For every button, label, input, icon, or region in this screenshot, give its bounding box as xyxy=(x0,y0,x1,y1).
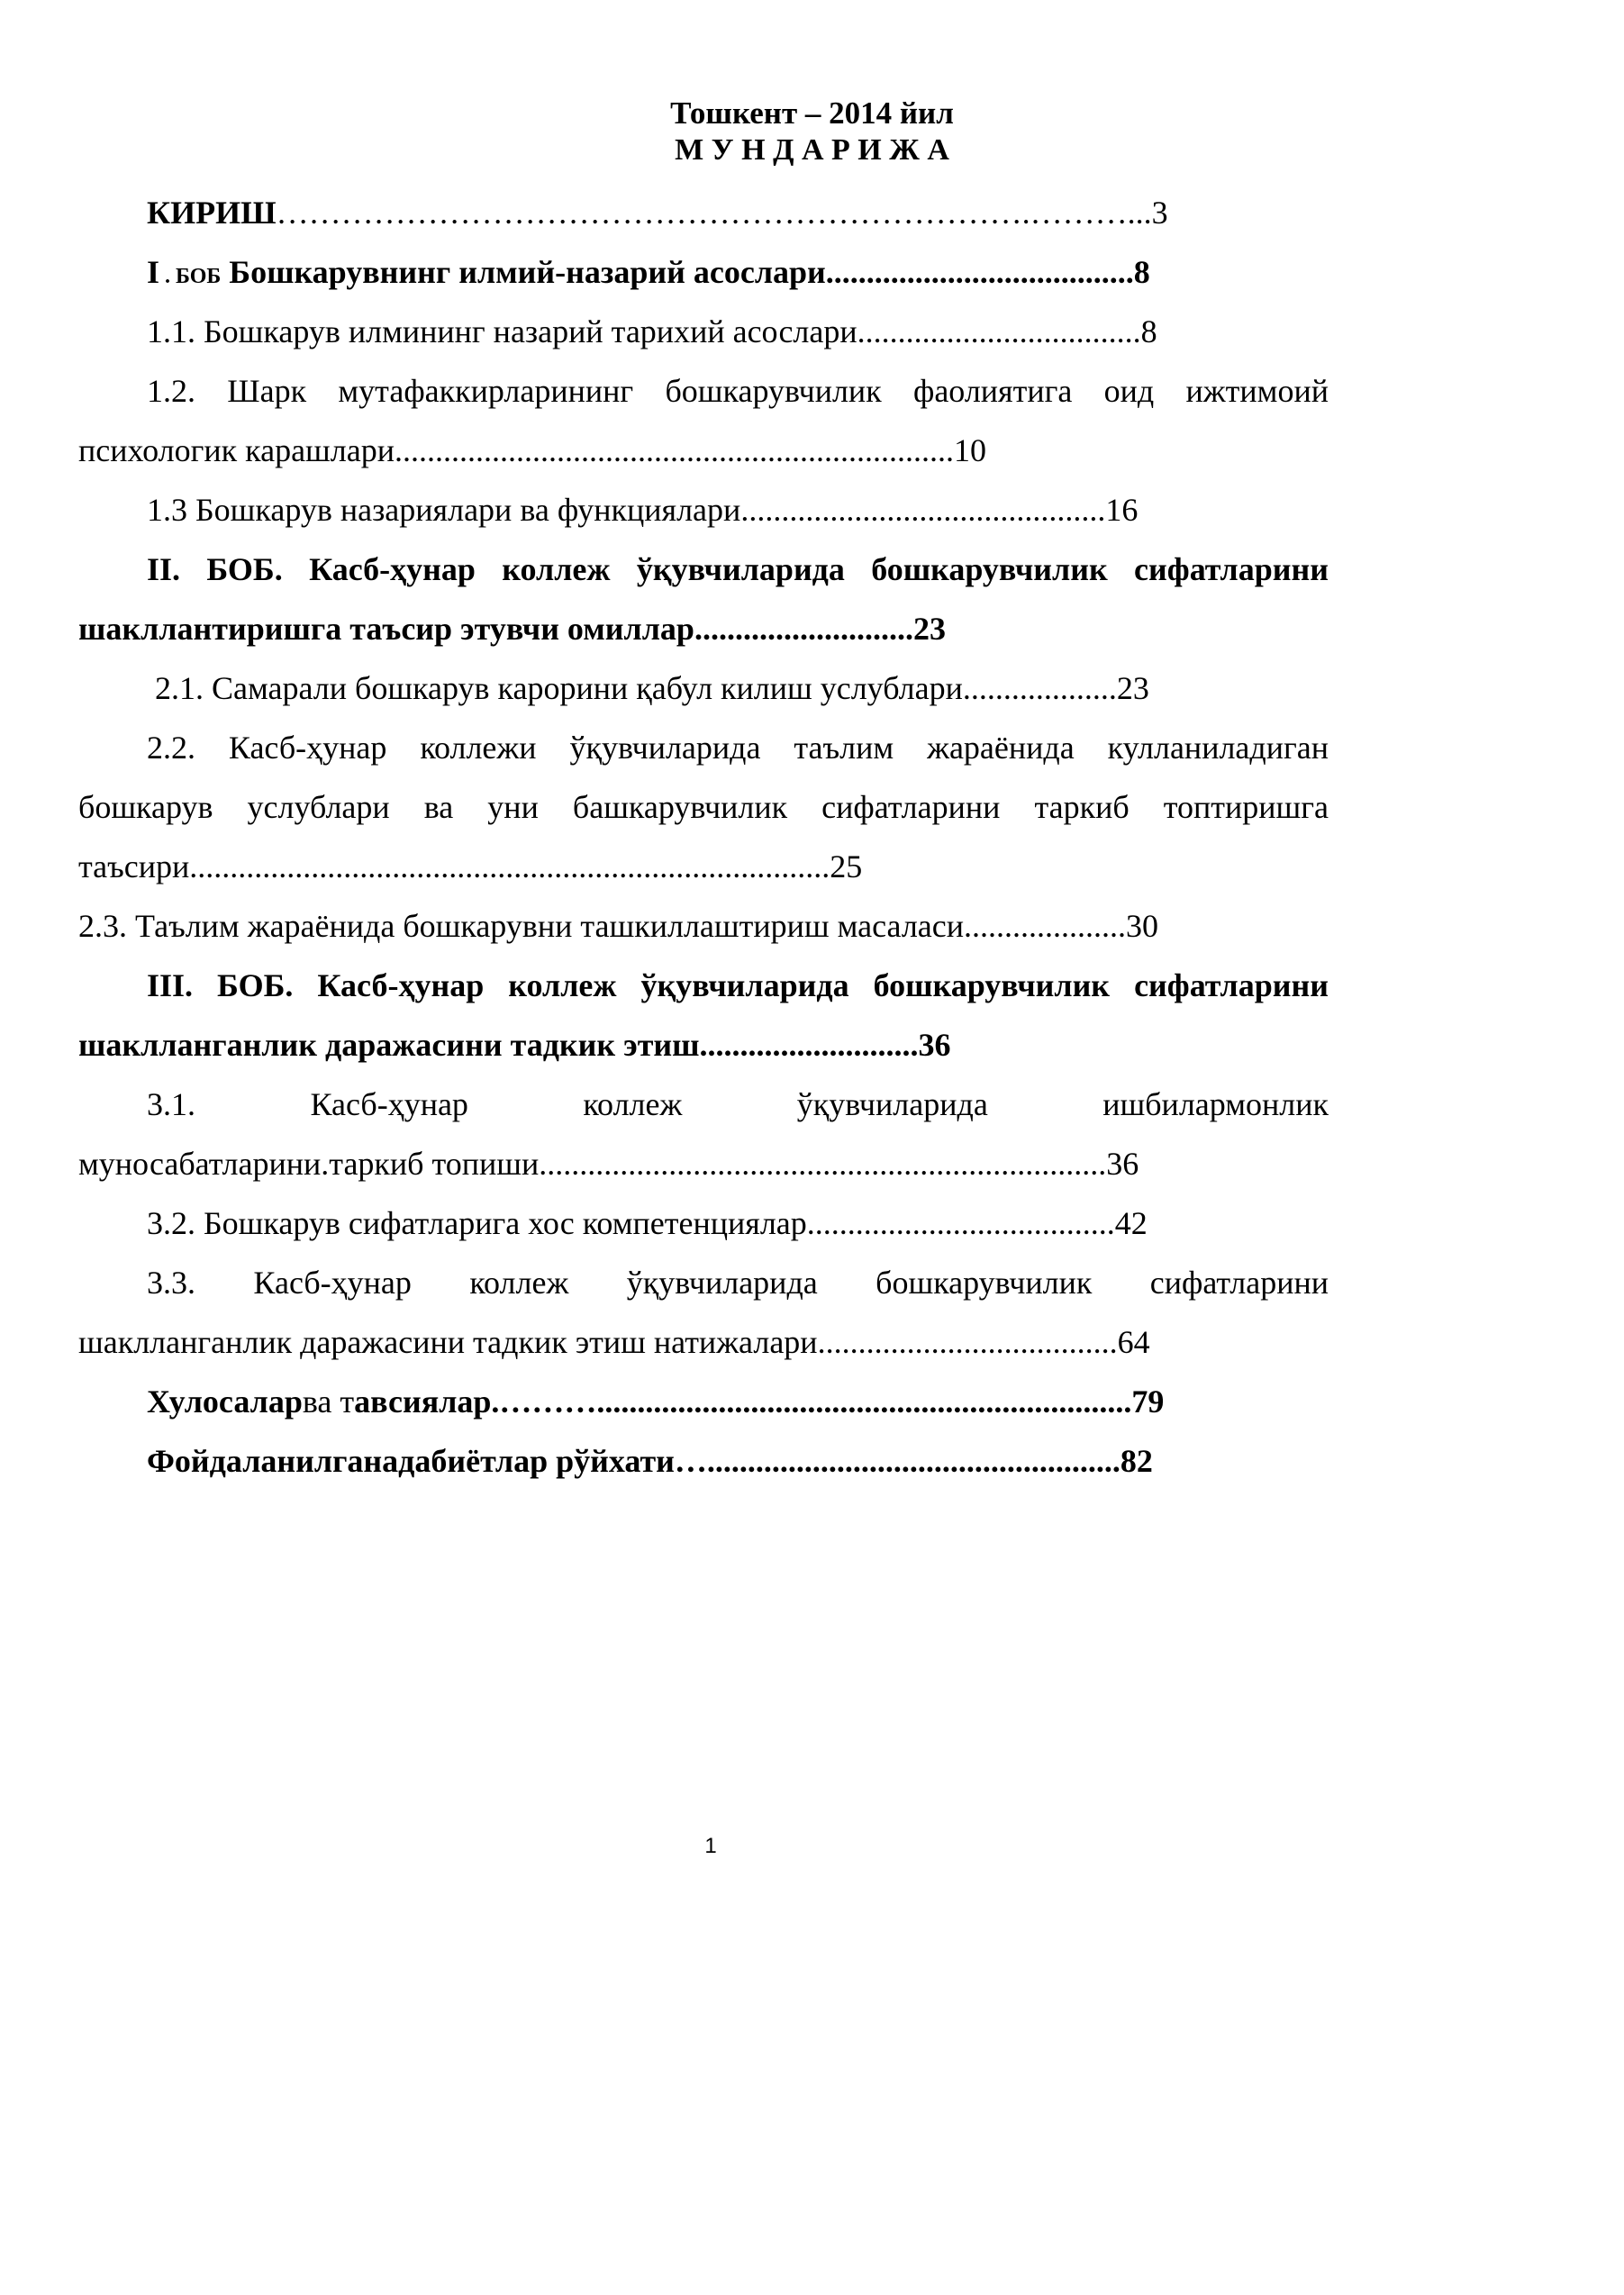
toc-entry-1-3 xyxy=(147,494,1138,526)
toc-entry-3-3-line1: 3.3. Касб-ҳунар коллеж ўқувчиларида бошкарувчилик сифатларини xyxy=(147,1265,1329,1301)
toc-entry-chapter-2-line2 xyxy=(78,612,946,645)
toc-s1-1-page: 8 xyxy=(1140,313,1157,349)
toc-entry-3-1-line1: 3.1. Касб-ҳунар коллеж ўқувчиларида ишбилармонлик xyxy=(147,1086,1329,1122)
toc-intro-leader: …………………………………………………………….………. xyxy=(276,195,1136,231)
toc-conclusion-part1: Хулосалар xyxy=(147,1383,303,1420)
toc-s3-3-page: 64 xyxy=(1117,1324,1150,1360)
toc-s1-2-page: 10 xyxy=(953,432,986,468)
toc-entry-3-3-line2 xyxy=(78,1326,1150,1358)
toc-s3-2-page: 42 xyxy=(1114,1205,1148,1241)
toc-conclusion-part3: авсиялар xyxy=(354,1383,492,1420)
toc-ch2-page: 23 xyxy=(912,611,946,647)
toc-s3-1-text: муносабатларини.таркиб топиши xyxy=(78,1146,540,1182)
toc-ch1-page: 8 xyxy=(1133,254,1150,290)
toc-s1-2-text: психологик карашлари xyxy=(78,432,395,468)
toc-ch1-sep: . xyxy=(159,265,177,288)
toc-s3-2-leader: ...................................... xyxy=(806,1205,1115,1241)
toc-s2-2-text: таъсири xyxy=(78,848,190,884)
toc-ch2-leader: ........................... xyxy=(694,611,913,647)
toc-references-page: 82 xyxy=(1120,1443,1153,1479)
toc-s2-1-page: 23 xyxy=(1116,670,1149,706)
place-year-heading: Тошкент – 2014 йил xyxy=(670,95,954,131)
toc-ch1-leader: ...................................... xyxy=(825,254,1134,290)
toc-s2-1-leader: ................... xyxy=(962,670,1117,706)
toc-s2-3-text: 2.3. Таълим жараёнида бошкарувни ташкиллаштириш масаласи xyxy=(78,908,965,944)
toc-s2-1-text: 2.1. Самарали бошкарув карорини қабул килиш услублари xyxy=(155,670,963,706)
toc-entry-3-1-line2 xyxy=(78,1148,1139,1180)
toc-ch2-text: шакллантиришга таъсир этувчи омиллар xyxy=(78,611,694,647)
page-number: 1 xyxy=(704,1834,717,1858)
toc-s3-1-page: 36 xyxy=(1106,1146,1139,1182)
toc-entry-chapter-3-line1: III. БОБ. Касб-ҳунар коллеж ўқувчиларида бошкарувчилик сифатларини xyxy=(147,967,1329,1003)
toc-s1-3-page: 16 xyxy=(1105,492,1139,528)
toc-entry-chapter-2-line1: II. БОБ. Касб-ҳунар коллеж ўқувчиларида бошкарувчилик сифатларини xyxy=(147,551,1329,587)
toc-s2-3-leader: .................... xyxy=(964,908,1127,944)
toc-s1-3-leader: ............................................. xyxy=(740,492,1106,528)
toc-entry-intro xyxy=(147,196,1168,229)
toc-conclusion-leader: .……….................................................................. xyxy=(491,1383,1132,1420)
toc-entry-2-2-line3 xyxy=(78,850,862,883)
toc-intro-dots: .. xyxy=(1135,195,1152,231)
toc-entry-chapter-1 xyxy=(147,256,1150,288)
toc-s3-1-leader: ...................................................................... xyxy=(539,1146,1107,1182)
toc-s3-3-text: шаклланганлик даражасини тадкик этиш натижалари xyxy=(78,1324,818,1360)
toc-s2-2-page: 25 xyxy=(830,848,863,884)
toc-s1-1-leader: ................................... xyxy=(857,313,1141,349)
toc-s2-3-page: 30 xyxy=(1126,908,1159,944)
toc-entry-1-2-line1: 1.2. Шарк мутафаккирларининг бошкарувчилик фаолиятига оид ижтимоий xyxy=(147,373,1329,409)
toc-entry-2-3 xyxy=(78,910,1158,942)
toc-s3-2-text: 3.2. Бошкарув сифатларига хос компетенциялар xyxy=(147,1205,807,1241)
toc-ch3-text: шаклланганлик даражасини тадкик этиш xyxy=(78,1027,700,1063)
toc-s2-2-leader: ............................................................................... xyxy=(189,848,830,884)
toc-ch3-page: 36 xyxy=(918,1027,951,1063)
toc-references-leader: …................................................... xyxy=(674,1443,1120,1479)
toc-entry-2-2-line2: бошкарув услублари ва уни башкарувчилик сифатларини таркиб топтиришга xyxy=(78,789,1329,825)
toc-title: М У Н Д А Р И Ж А xyxy=(675,133,949,167)
toc-ch1-bob: БОБ xyxy=(176,265,222,288)
toc-entry-1-1 xyxy=(147,315,1157,348)
toc-ch1-title: Бошкарувнинг илмий-назарий асослари xyxy=(221,254,826,290)
toc-entry-references xyxy=(147,1445,1153,1477)
toc-entry-conclusion xyxy=(147,1385,1164,1418)
toc-s1-1-text: 1.1. Бошкарув илмининг назарий тарихий асослари xyxy=(147,313,857,349)
toc-conclusion-page: 79 xyxy=(1131,1383,1165,1420)
toc-entry-3-2 xyxy=(147,1207,1148,1239)
toc-entry-chapter-3-line2 xyxy=(78,1029,951,1061)
toc-conclusion-part2: ва т xyxy=(302,1383,355,1420)
toc-s1-2-leader: ..................................................................... xyxy=(394,432,954,468)
toc-entry-2-2-line1: 2.2. Касб-ҳунар коллежи ўқувчиларида таълим жараёнида кулланиладиган xyxy=(147,730,1329,766)
toc-intro-label: КИРИШ xyxy=(147,195,277,231)
toc-ch1-num: I xyxy=(147,254,160,290)
toc-intro-page: 3 xyxy=(1151,195,1168,231)
toc-entry-1-2-line2 xyxy=(78,434,986,467)
toc-ch3-leader: ........................... xyxy=(699,1027,919,1063)
toc-s1-3-text: 1.3 Бошкарув назариялари ва функциялари xyxy=(147,492,741,528)
toc-entry-2-1 xyxy=(155,672,1149,704)
toc-s3-3-leader: ..................................... xyxy=(817,1324,1118,1360)
toc-references-text: Фойдаланилганадабиётлар рўйхати xyxy=(147,1443,675,1479)
